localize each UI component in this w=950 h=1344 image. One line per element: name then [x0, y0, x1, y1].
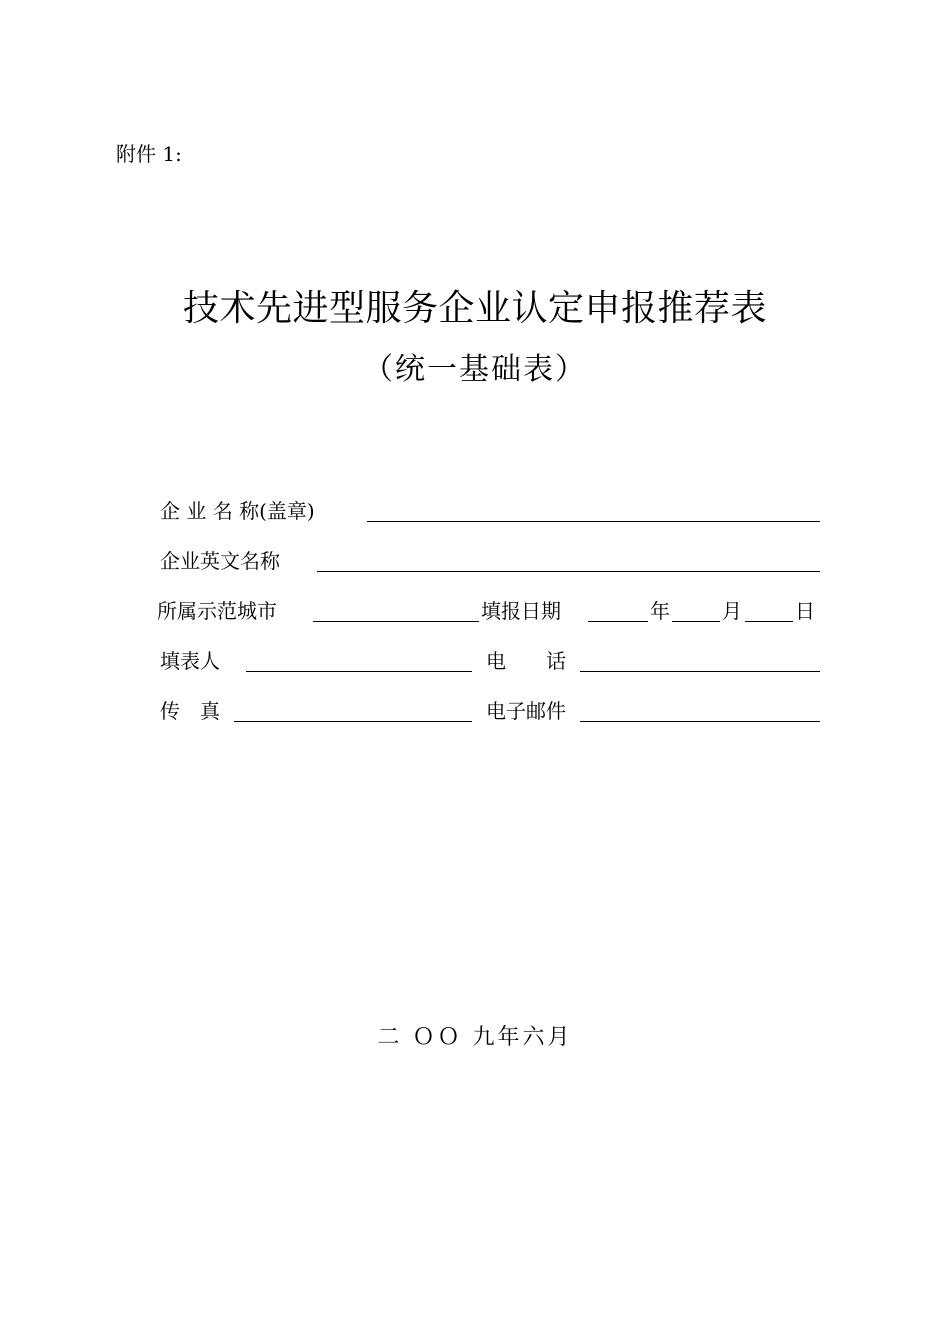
- fill-day-field[interactable]: [745, 621, 793, 622]
- company-english-name-label: 企业英文名称: [160, 549, 280, 573]
- demo-city-label: 所属示范城市: [157, 599, 277, 623]
- page-title: 技术先进型服务企业认定申报推荐表: [182, 288, 767, 329]
- year-label: 年: [650, 599, 670, 623]
- fill-month-field[interactable]: [672, 621, 720, 622]
- company-english-name-field[interactable]: [317, 571, 820, 572]
- phone-label: 电 话: [486, 649, 566, 673]
- demo-city-field[interactable]: [313, 621, 479, 622]
- filler-label: 填表人: [160, 649, 220, 673]
- page-subtitle: （统一基础表）: [363, 352, 587, 387]
- day-label: 日: [795, 599, 815, 623]
- fax-field[interactable]: [234, 721, 472, 722]
- email-label: 电子邮件: [486, 699, 566, 723]
- footer-date: 二 ＯＯ 九年六月: [377, 1025, 573, 1050]
- fill-year-field[interactable]: [588, 621, 648, 622]
- fax-label: 传 真: [160, 699, 220, 723]
- company-name-field[interactable]: [367, 521, 820, 522]
- phone-field[interactable]: [580, 671, 820, 672]
- filler-field[interactable]: [246, 671, 472, 672]
- attachment-label: 附件 1:: [116, 142, 182, 166]
- email-field[interactable]: [580, 721, 820, 722]
- fill-date-label: 填报日期: [481, 599, 561, 623]
- company-name-label: 企 业 名 称(盖章): [160, 499, 315, 523]
- month-label: 月: [722, 599, 742, 623]
